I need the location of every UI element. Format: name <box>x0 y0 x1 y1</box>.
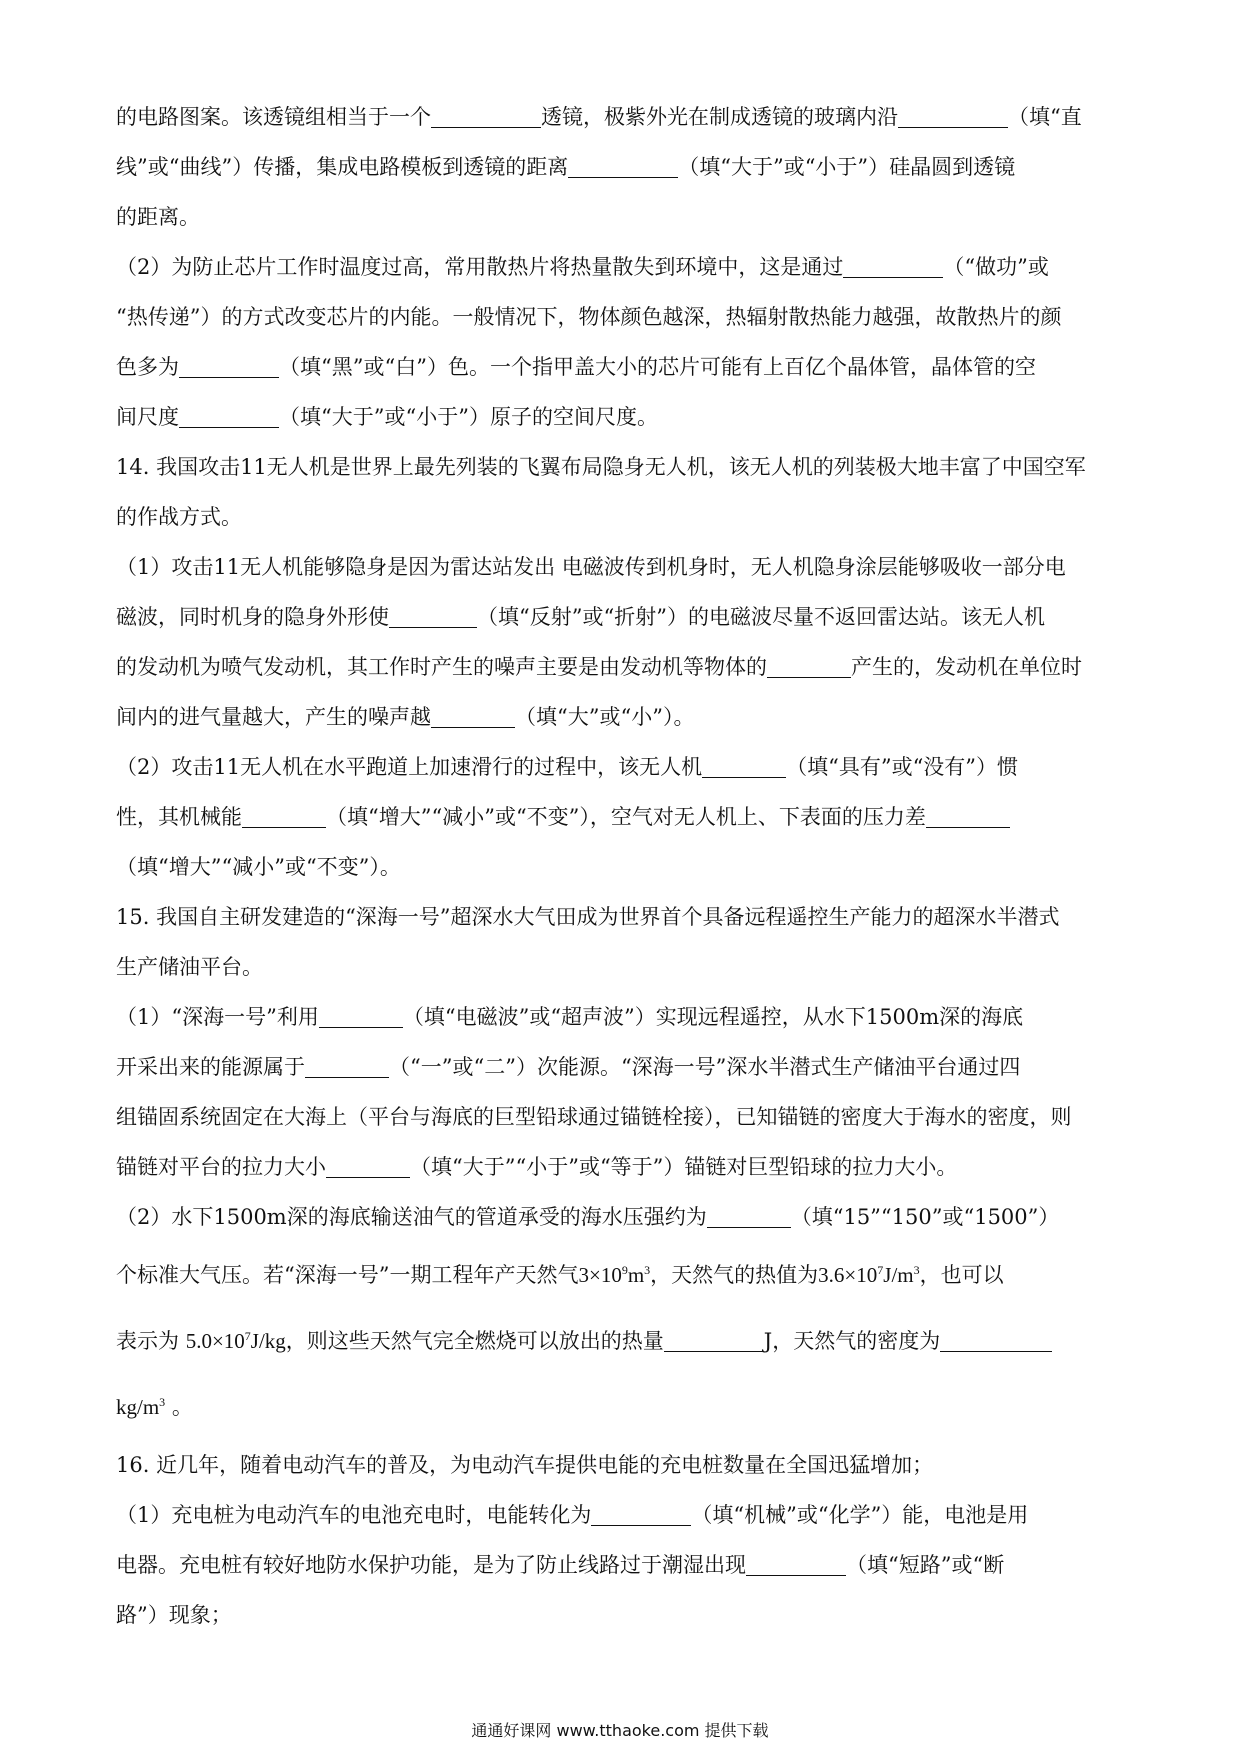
question-15-heading: 15. 我国自主研发建造的“深海一号”超深水大气田成为世界首个具备远程遥控生产能力的超深水半潜式 <box>116 905 1060 929</box>
answer-blank[interactable] <box>898 105 1008 128</box>
answer-blank[interactable] <box>326 1155 410 1178</box>
text-line: （2）水下1500m深的海底输送油气的管道承受的海水压强约为 （填“15”“150”或“1500”） <box>116 1205 1060 1229</box>
answer-blank[interactable] <box>926 805 1010 828</box>
text-line: 间内的进气量越大，产生的噪声越 （填“大”或“小”）。 <box>116 705 695 729</box>
text-line: 的作战方式。 <box>116 505 242 529</box>
math-expression: $5.0\times 10^7J/kg$ <box>185 1329 286 1353</box>
text-line: （1）充电桩为电动汽车的电池充电时，电能转化为 （填“机械”或“化学”）能，电池是用 <box>116 1503 1029 1527</box>
page-footer: 通通好课网 www.tthaoke.com 提供下载 <box>471 1721 769 1740</box>
unit: $kg/m^3$ <box>116 1395 166 1419</box>
text-line: 性，其机械能 （填“增大”“减小”或“不变”），空气对无人机上、下表面的压力差 <box>116 792 1124 842</box>
text-line: 的距离。 <box>116 205 200 229</box>
text-line: 线”或“曲线”）传播，集成电路模板到透镜的距离 （填“大于”或“小于”）硅晶圆到透镜 <box>116 155 1016 179</box>
document-page <box>116 92 1124 1640</box>
text-line-math: $kg/m^3$ 。 <box>116 1395 193 1419</box>
answer-blank[interactable] <box>568 155 678 178</box>
answer-blank[interactable] <box>707 1205 791 1228</box>
text-line: （填“增大”“减小”或“不变”）。 <box>116 855 401 879</box>
answer-blank[interactable] <box>591 1503 691 1526</box>
text-line: （2）攻击11无人机在水平跑道上加速滑行的过程中，该无人机 （填“具有”或“没有”）惯 <box>116 755 1019 779</box>
text-line: （1）攻击11无人机能够隐身是因为雷达站发出 电磁波传到机身时，无人机隐身涂层能够吸收一部分电 <box>116 555 1066 579</box>
answer-blank[interactable] <box>242 805 326 828</box>
text-line-math: 表示为 $5.0\times 10^7J/kg$，则这些天然气完全燃烧可以放出的热量 J，天然气的密度为 <box>116 1308 1124 1374</box>
answer-blank[interactable] <box>664 1329 764 1352</box>
answer-blank[interactable] <box>940 1329 1052 1352</box>
text-line: 磁波，同时机身的隐身外形使 （填“反射”或“折射”）的电磁波尽量不返回雷达站。该无人机 <box>116 605 1045 629</box>
text-line: 的发动机为喷气发动机，其工作时产生的噪声主要是由发动机等物体的 产生的，发动机在单位时 <box>116 655 1082 679</box>
text-line: 开采出来的能源属于 （“一”或“二”）次能源。“深海一号”深水半潜式生产储油平台通过四 <box>116 1055 1021 1079</box>
text-line: 电器。充电桩有较好地防水保护功能，是为了防止线路过于潮湿出现 （填“短路”或“断 <box>116 1553 1005 1577</box>
text-line: （1）“深海一号”利用 （填“电磁波”或“超声波”）实现远程遥控，从水下1500m深的海底 <box>116 1005 1024 1029</box>
math-expression: $3\times 10^9m^3$ <box>578 1263 651 1287</box>
question-14-heading: 14. 我国攻击11无人机是世界上最先列装的飞翼布局隐身无人机，该无人机的列装极大地丰富了中国空军 <box>116 455 1086 479</box>
answer-blank[interactable] <box>319 1005 403 1028</box>
answer-blank[interactable] <box>431 105 541 128</box>
answer-blank[interactable] <box>843 255 943 278</box>
text-line: 的电路图案。该透镜组相当于一个 透镜，极紫外光在制成透镜的玻璃内沿 （填“直 <box>116 105 1082 129</box>
answer-blank[interactable] <box>702 755 786 778</box>
answer-blank[interactable] <box>746 1553 846 1576</box>
answer-blank[interactable] <box>389 605 477 628</box>
text-line: 色多为 （填“黑”或“白”）色。一个指甲盖大小的芯片可能有上百亿个晶体管，晶体管的空 <box>116 355 1036 379</box>
text-line: 生产储油平台。 <box>116 955 263 979</box>
answer-blank[interactable] <box>179 355 279 378</box>
text-line: 锚链对平台的拉力大小 （填“大于”“小于”或“等于”）锚链对巨型铅球的拉力大小。 <box>116 1155 958 1179</box>
answer-blank[interactable] <box>305 1055 389 1078</box>
answer-blank[interactable] <box>767 655 851 678</box>
question-16-heading: 16. 近几年，随着电动汽车的普及，为电动汽车提供电能的充电桩数量在全国迅猛增加； <box>116 1453 934 1477</box>
text-line: 间尺度 （填“大于”或“小于”）原子的空间尺度。 <box>116 405 658 429</box>
math-expression: $3.6\times 10^7J/m^3$ <box>818 1263 920 1287</box>
answer-blank[interactable] <box>179 405 279 428</box>
text-line: 组锚固系统固定在大海上（平台与海底的巨型铅球通过锚链栓接），已知锚链的密度大于海水的密度，则 <box>116 1105 1072 1129</box>
answer-blank[interactable] <box>431 705 515 728</box>
text-line: 路”）现象； <box>116 1603 232 1627</box>
text-line: （2）为防止芯片工作时温度过高，常用散热片将热量散失到环境中，这是通过 （“做功”或 <box>116 255 1049 279</box>
text-line-math: 个标准大气压。若“深海一号”一期工程年产天然气$3\times 10^9m^3$，天然气的热值为$3.6\times 10^7J/m^3$，也可以 <box>116 1263 1004 1287</box>
text-line: “热传递”）的方式改变芯片的内能。一般情况下，物体颜色越深，热辐射散热能力越强，故散热片的颜 <box>116 305 1062 329</box>
